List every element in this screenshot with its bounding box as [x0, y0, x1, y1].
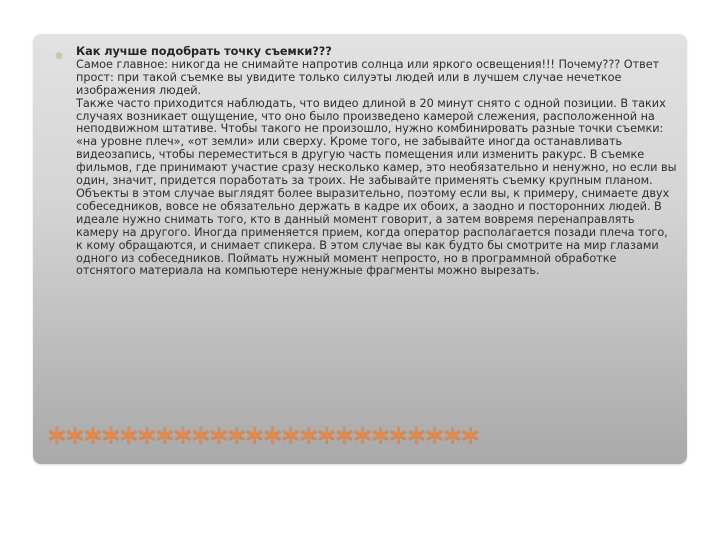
slide-body [76, 46, 678, 278]
body-paragraph-2: Также часто приходится наблюдать, что видео длиной в 20 минут снято с одной позиции. В таких случаях возникает ощущение, что оно было произведено камерой слежения, расположенной на неподвижном штативе. Чтобы такого не произошло, нужно комбинировать разные точки съемки: «на уровне плеч», «от земли» или сверху. Кроме того, не забывайте иногда останавливать видеозапись, чтобы переместиться в другую часть помещения или изменить ракурс. В съемке фильмов, где принимают участие сразу несколько камер, это необязательно и ненужно, но если вы один, значит, придется поработать за троих. Не забывайте применять съемку крупным планом. Объекты в этом случае выглядят более выразительно, поэтому если вы, к примеру, снимаете двух собеседников, вовсе не обязательно держать в кадре их обоих, а заодно и посторонних людей. В идеале нужно снимать того, кто в данный момент говорит, а затем вовремя перенаправлять камеру на другого. Иногда применяется прием, когда оператор располагается позади плеча того, к кому обращаются, и снимает спикера. В этом случае вы как будто бы смотрите на мир глазами одного из собеседников. Поймать нужный момент непросто, но в программной обработке отснятого материала на компьютере ненужные фрагменты можно вырезать. [76, 96, 677, 278]
slide-heading: Как лучше подобрать точку съемки??? [76, 45, 332, 58]
decorative-stars-divider: ************************ [48, 421, 480, 461]
body-paragraph-1: Самое главное: никогда не снимайте напротив солнца или яркого освещения!!! Почему??? Ответ прост: при такой съемке вы увидите только силуэты людей или в лучшем случае нечеткое изображения людей. [76, 57, 660, 97]
bullet-dot-icon: ● [55, 51, 63, 61]
